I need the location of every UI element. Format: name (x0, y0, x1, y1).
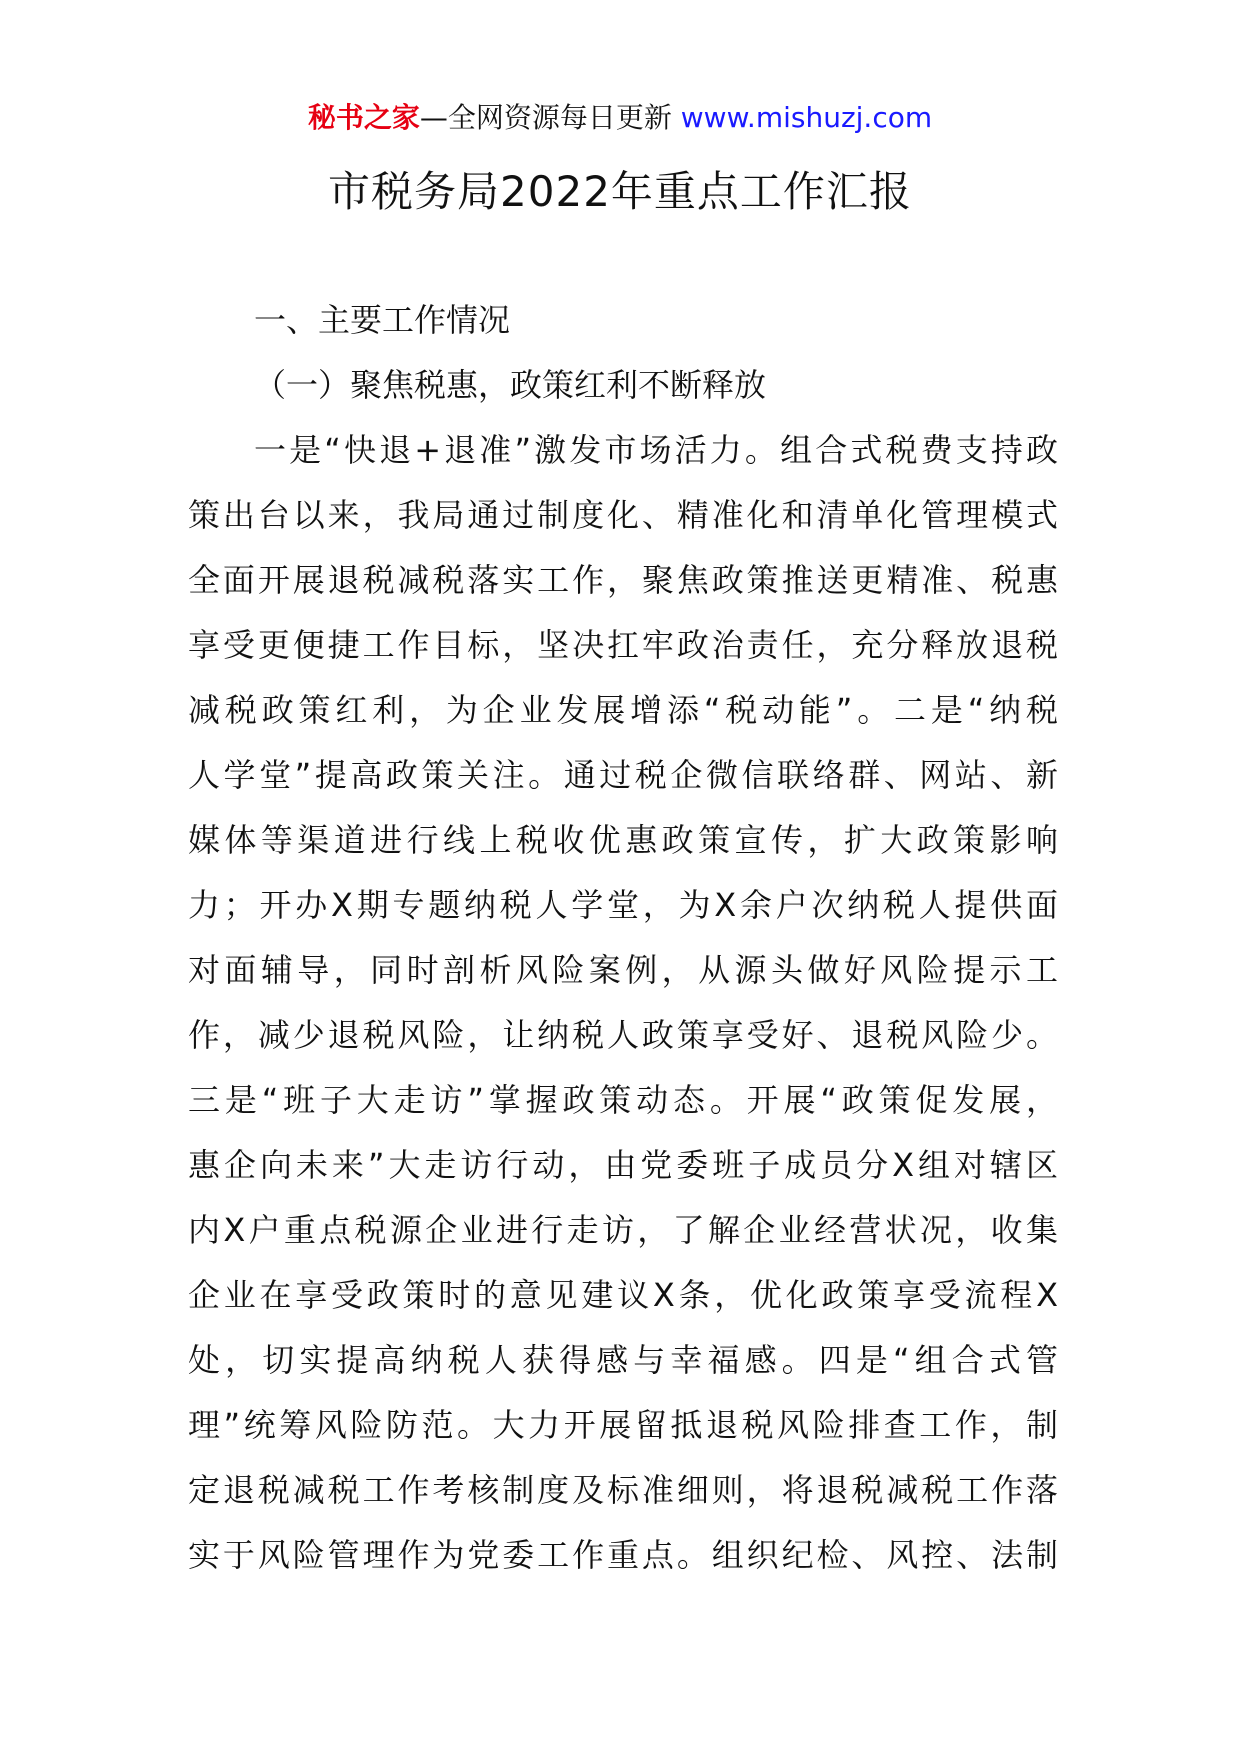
paragraph-line: 策出台以来，我局通过制度化、精准化和清单化管理模式 (188, 496, 1058, 534)
paragraph-line: 实于风险管理作为党委工作重点。组织纪检、风控、法制 (188, 1536, 1058, 1574)
paragraph-line: 力；开办X期专题纳税人学堂，为X余户次纳税人提供面 (188, 886, 1058, 924)
paragraph-line: 全面开展退税减税落实工作，聚焦政策推送更精准、税惠 (188, 561, 1058, 599)
subsection-heading: （一）聚焦税惠，政策红利不断释放 (254, 366, 767, 404)
paragraph-line: 作，减少退税风险，让纳税人政策享受好、退税风险少。 (188, 1016, 1058, 1054)
paragraph-line: 理”统筹风险防范。大力开展留抵退税风险排查工作，制 (188, 1406, 1058, 1444)
paragraph-line: 处，切实提高纳税人获得感与幸福感。四是“组合式管 (188, 1341, 1058, 1379)
paragraph-line: 定退税减税工作考核制度及标准细则，将退税减税工作落 (188, 1471, 1058, 1509)
document-title: 市税务局2022年重点工作汇报 (328, 167, 912, 216)
site-url-link[interactable]: www.mishuzj.com (680, 101, 933, 134)
paragraph-line: 内X户重点税源企业进行走访，了解企业经营状况，收集 (188, 1211, 1058, 1249)
site-tagline: —全网资源每日更新 (419, 101, 681, 134)
paragraph-line: 惠企向未来”大走访行动，由党委班子成员分X组对辖区 (188, 1146, 1058, 1184)
paragraph-line: 人学堂”提高政策关注。通过税企微信联络群、网站、新 (188, 756, 1058, 794)
paragraph-line: 三是“班子大走访”掌握政策动态。开展“政策促发展， (188, 1081, 1058, 1119)
site-header (0, 98, 1240, 138)
paragraph-line: 企业在享受政策时的意见建议X条，优化政策享受流程X (188, 1276, 1058, 1314)
document-body (188, 288, 1058, 1588)
site-brand: 秘书之家 (307, 101, 420, 134)
paragraph-line: 媒体等渠道进行线上税收优惠政策宣传，扩大政策影响 (188, 821, 1058, 859)
section-heading: 一、主要工作情况 (254, 301, 511, 339)
paragraph-line: 享受更便捷工作目标，坚决扛牢政治责任，充分释放退税 (188, 626, 1058, 664)
paragraph-line: 对面辅导，同时剖析风险案例，从源头做好风险提示工 (188, 951, 1058, 989)
paragraph-line: 减税政策红利，为企业发展增添“税动能”。二是“纳税 (188, 691, 1058, 729)
paragraph-line: 一是“快退+退准”激发市场活力。组合式税费支持政 (254, 431, 1058, 469)
